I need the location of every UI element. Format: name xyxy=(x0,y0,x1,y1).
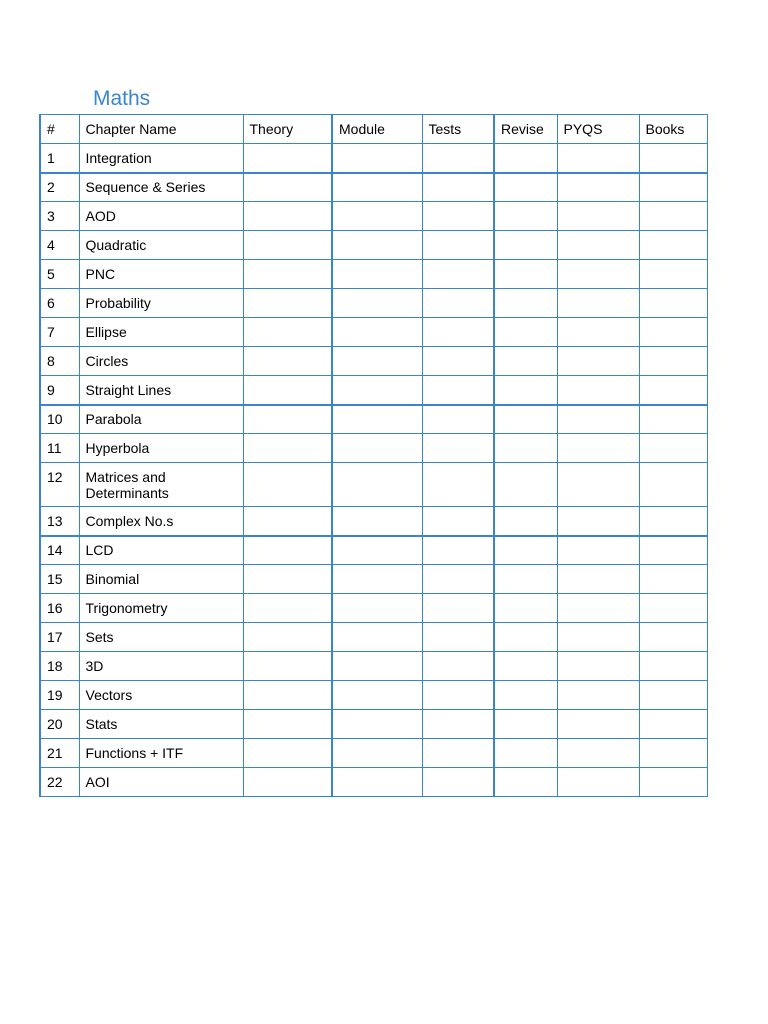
header-books: Books xyxy=(639,115,707,144)
theory-cell[interactable] xyxy=(243,565,332,594)
chapter-name-cell: Sets xyxy=(79,623,243,652)
chapter-name-cell: Probability xyxy=(79,289,243,318)
chapter-name-cell: 3D xyxy=(79,652,243,681)
tests-cell[interactable] xyxy=(422,623,494,652)
pyqs-cell[interactable] xyxy=(557,739,639,768)
module-cell[interactable] xyxy=(332,144,422,173)
books-cell[interactable] xyxy=(639,594,707,623)
row-number: 19 xyxy=(40,681,79,710)
chapter-name-cell: Hyperbola xyxy=(79,434,243,463)
books-cell[interactable] xyxy=(639,376,707,405)
theory-cell[interactable] xyxy=(243,289,332,318)
module-cell[interactable] xyxy=(332,202,422,231)
revise-cell[interactable] xyxy=(494,710,557,739)
chapter-tracker-table xyxy=(39,114,708,797)
pyqs-cell[interactable] xyxy=(557,768,639,797)
table-row xyxy=(40,347,707,376)
chapter-name-cell: Stats xyxy=(79,710,243,739)
pyqs-cell[interactable] xyxy=(557,260,639,289)
table-body xyxy=(40,144,707,797)
tests-cell[interactable] xyxy=(422,768,494,797)
books-cell[interactable] xyxy=(639,405,707,434)
pyqs-cell[interactable] xyxy=(557,565,639,594)
row-number: 11 xyxy=(40,434,79,463)
row-number: 5 xyxy=(40,260,79,289)
module-cell[interactable] xyxy=(332,318,422,347)
books-cell[interactable] xyxy=(639,347,707,376)
table-row xyxy=(40,202,707,231)
books-cell[interactable] xyxy=(639,144,707,173)
chapter-name-cell: Matrices and Determinants xyxy=(79,463,243,507)
table-row xyxy=(40,376,707,405)
table-row xyxy=(40,463,707,507)
tests-cell[interactable] xyxy=(422,739,494,768)
row-number: 12 xyxy=(40,463,79,507)
row-number: 22 xyxy=(40,768,79,797)
tests-cell[interactable] xyxy=(422,144,494,173)
table-row xyxy=(40,536,707,565)
row-number: 16 xyxy=(40,594,79,623)
tests-cell[interactable] xyxy=(422,231,494,260)
theory-cell[interactable] xyxy=(243,507,332,536)
pyqs-cell[interactable] xyxy=(557,463,639,507)
tests-cell[interactable] xyxy=(422,318,494,347)
revise-cell[interactable] xyxy=(494,768,557,797)
pyqs-cell[interactable] xyxy=(557,202,639,231)
row-number: 1 xyxy=(40,144,79,173)
books-cell[interactable] xyxy=(639,652,707,681)
table-row xyxy=(40,289,707,318)
pyqs-cell[interactable] xyxy=(557,710,639,739)
module-cell[interactable] xyxy=(332,173,422,202)
module-cell[interactable] xyxy=(332,739,422,768)
pyqs-cell[interactable] xyxy=(557,623,639,652)
tests-cell[interactable] xyxy=(422,463,494,507)
revise-cell[interactable] xyxy=(494,536,557,565)
books-cell[interactable] xyxy=(639,536,707,565)
tests-cell[interactable] xyxy=(422,507,494,536)
header-revise: Revise xyxy=(494,115,557,144)
revise-cell[interactable] xyxy=(494,318,557,347)
pyqs-cell[interactable] xyxy=(557,507,639,536)
tests-cell[interactable] xyxy=(422,376,494,405)
chapter-name-cell: LCD xyxy=(79,536,243,565)
tests-cell[interactable] xyxy=(422,289,494,318)
theory-cell[interactable] xyxy=(243,463,332,507)
row-number: 4 xyxy=(40,231,79,260)
row-number: 3 xyxy=(40,202,79,231)
tests-cell[interactable] xyxy=(422,202,494,231)
row-number: 21 xyxy=(40,739,79,768)
row-number: 13 xyxy=(40,507,79,536)
table-row xyxy=(40,710,707,739)
books-cell[interactable] xyxy=(639,739,707,768)
row-number: 2 xyxy=(40,173,79,202)
module-cell[interactable] xyxy=(332,594,422,623)
tests-cell[interactable] xyxy=(422,347,494,376)
revise-cell[interactable] xyxy=(494,565,557,594)
revise-cell[interactable] xyxy=(494,652,557,681)
module-cell[interactable] xyxy=(332,565,422,594)
theory-cell[interactable] xyxy=(243,768,332,797)
revise-cell[interactable] xyxy=(494,594,557,623)
chapter-name-cell: Functions + ITF xyxy=(79,739,243,768)
tests-cell[interactable] xyxy=(422,434,494,463)
row-number: 18 xyxy=(40,652,79,681)
pyqs-cell[interactable] xyxy=(557,536,639,565)
books-cell[interactable] xyxy=(639,231,707,260)
theory-cell[interactable] xyxy=(243,347,332,376)
chapter-name-cell: Vectors xyxy=(79,681,243,710)
table-row xyxy=(40,768,707,797)
pyqs-cell[interactable] xyxy=(557,347,639,376)
module-cell[interactable] xyxy=(332,289,422,318)
pyqs-cell[interactable] xyxy=(557,173,639,202)
module-cell[interactable] xyxy=(332,681,422,710)
theory-cell[interactable] xyxy=(243,681,332,710)
tests-cell[interactable] xyxy=(422,681,494,710)
module-cell[interactable] xyxy=(332,260,422,289)
chapter-name-cell: Trigonometry xyxy=(79,594,243,623)
revise-cell[interactable] xyxy=(494,507,557,536)
table-row xyxy=(40,231,707,260)
theory-cell[interactable] xyxy=(243,594,332,623)
table-row xyxy=(40,405,707,434)
books-cell[interactable] xyxy=(639,681,707,710)
table-row xyxy=(40,739,707,768)
module-cell[interactable] xyxy=(332,768,422,797)
theory-cell[interactable] xyxy=(243,260,332,289)
theory-cell[interactable] xyxy=(243,405,332,434)
pyqs-cell[interactable] xyxy=(557,289,639,318)
table-row xyxy=(40,260,707,289)
books-cell[interactable] xyxy=(639,507,707,536)
table-row xyxy=(40,594,707,623)
header-theory: Theory xyxy=(243,115,332,144)
page-title: Maths xyxy=(93,87,151,110)
theory-cell[interactable] xyxy=(243,710,332,739)
table-row xyxy=(40,173,707,202)
tests-cell[interactable] xyxy=(422,405,494,434)
module-cell[interactable] xyxy=(332,463,422,507)
pyqs-cell[interactable] xyxy=(557,231,639,260)
books-cell[interactable] xyxy=(639,173,707,202)
module-cell[interactable] xyxy=(332,536,422,565)
row-number: 8 xyxy=(40,347,79,376)
theory-cell[interactable] xyxy=(243,623,332,652)
pyqs-cell[interactable] xyxy=(557,681,639,710)
module-cell[interactable] xyxy=(332,434,422,463)
table-row xyxy=(40,144,707,173)
tests-cell[interactable] xyxy=(422,173,494,202)
revise-cell[interactable] xyxy=(494,623,557,652)
chapter-name-cell: Integration xyxy=(79,144,243,173)
books-cell[interactable] xyxy=(639,434,707,463)
revise-cell[interactable] xyxy=(494,289,557,318)
books-cell[interactable] xyxy=(639,463,707,507)
tests-cell[interactable] xyxy=(422,594,494,623)
revise-cell[interactable] xyxy=(494,173,557,202)
header-chapter-name: Chapter Name xyxy=(79,115,243,144)
table-row xyxy=(40,681,707,710)
pyqs-cell[interactable] xyxy=(557,376,639,405)
revise-cell[interactable] xyxy=(494,463,557,507)
chapter-name-cell: Binomial xyxy=(79,565,243,594)
module-cell[interactable] xyxy=(332,652,422,681)
revise-cell[interactable] xyxy=(494,231,557,260)
revise-cell[interactable] xyxy=(494,260,557,289)
books-cell[interactable] xyxy=(639,565,707,594)
row-number: 9 xyxy=(40,376,79,405)
theory-cell[interactable] xyxy=(243,536,332,565)
books-cell[interactable] xyxy=(639,289,707,318)
row-number: 7 xyxy=(40,318,79,347)
revise-cell[interactable] xyxy=(494,681,557,710)
row-number: 15 xyxy=(40,565,79,594)
pyqs-cell[interactable] xyxy=(557,434,639,463)
chapter-name-cell: AOD xyxy=(79,202,243,231)
revise-cell[interactable] xyxy=(494,144,557,173)
revise-cell[interactable] xyxy=(494,405,557,434)
revise-cell[interactable] xyxy=(494,202,557,231)
chapter-name-cell: PNC xyxy=(79,260,243,289)
pyqs-cell[interactable] xyxy=(557,652,639,681)
revise-cell[interactable] xyxy=(494,434,557,463)
table-row xyxy=(40,565,707,594)
theory-cell[interactable] xyxy=(243,202,332,231)
tests-cell[interactable] xyxy=(422,710,494,739)
theory-cell[interactable] xyxy=(243,434,332,463)
tests-cell[interactable] xyxy=(422,260,494,289)
revise-cell[interactable] xyxy=(494,739,557,768)
table-row xyxy=(40,318,707,347)
tests-cell[interactable] xyxy=(422,652,494,681)
chapter-name-cell: Straight Lines xyxy=(79,376,243,405)
chapter-name-cell: Sequence & Series xyxy=(79,173,243,202)
header-number: # xyxy=(40,115,79,144)
module-cell[interactable] xyxy=(332,231,422,260)
row-number: 14 xyxy=(40,536,79,565)
books-cell[interactable] xyxy=(639,318,707,347)
chapter-name-cell: Ellipse xyxy=(79,318,243,347)
table-row xyxy=(40,434,707,463)
row-number: 17 xyxy=(40,623,79,652)
row-number: 6 xyxy=(40,289,79,318)
chapter-name-cell: Quadratic xyxy=(79,231,243,260)
table-row xyxy=(40,623,707,652)
chapter-name-cell: AOI xyxy=(79,768,243,797)
pyqs-cell[interactable] xyxy=(557,594,639,623)
table-header-row xyxy=(40,115,707,144)
module-cell[interactable] xyxy=(332,405,422,434)
table-row xyxy=(40,652,707,681)
revise-cell[interactable] xyxy=(494,347,557,376)
tests-cell[interactable] xyxy=(422,536,494,565)
theory-cell[interactable] xyxy=(243,144,332,173)
books-cell[interactable] xyxy=(639,260,707,289)
books-cell[interactable] xyxy=(639,768,707,797)
theory-cell[interactable] xyxy=(243,376,332,405)
header-module: Module xyxy=(332,115,422,144)
header-pyqs: PYQS xyxy=(557,115,639,144)
module-cell[interactable] xyxy=(332,710,422,739)
module-cell[interactable] xyxy=(332,376,422,405)
chapter-name-cell: Parabola xyxy=(79,405,243,434)
theory-cell[interactable] xyxy=(243,173,332,202)
row-number: 10 xyxy=(40,405,79,434)
tests-cell[interactable] xyxy=(422,565,494,594)
books-cell[interactable] xyxy=(639,710,707,739)
books-cell[interactable] xyxy=(639,202,707,231)
books-cell[interactable] xyxy=(639,623,707,652)
module-cell[interactable] xyxy=(332,507,422,536)
pyqs-cell[interactable] xyxy=(557,405,639,434)
theory-cell[interactable] xyxy=(243,652,332,681)
module-cell[interactable] xyxy=(332,623,422,652)
chapter-name-cell: Complex No.s xyxy=(79,507,243,536)
chapter-name-cell: Circles xyxy=(79,347,243,376)
table-row xyxy=(40,507,707,536)
theory-cell[interactable] xyxy=(243,739,332,768)
theory-cell[interactable] xyxy=(243,318,332,347)
revise-cell[interactable] xyxy=(494,376,557,405)
row-number: 20 xyxy=(40,710,79,739)
pyqs-cell[interactable] xyxy=(557,318,639,347)
header-tests: Tests xyxy=(422,115,494,144)
theory-cell[interactable] xyxy=(243,231,332,260)
module-cell[interactable] xyxy=(332,347,422,376)
pyqs-cell[interactable] xyxy=(557,144,639,173)
